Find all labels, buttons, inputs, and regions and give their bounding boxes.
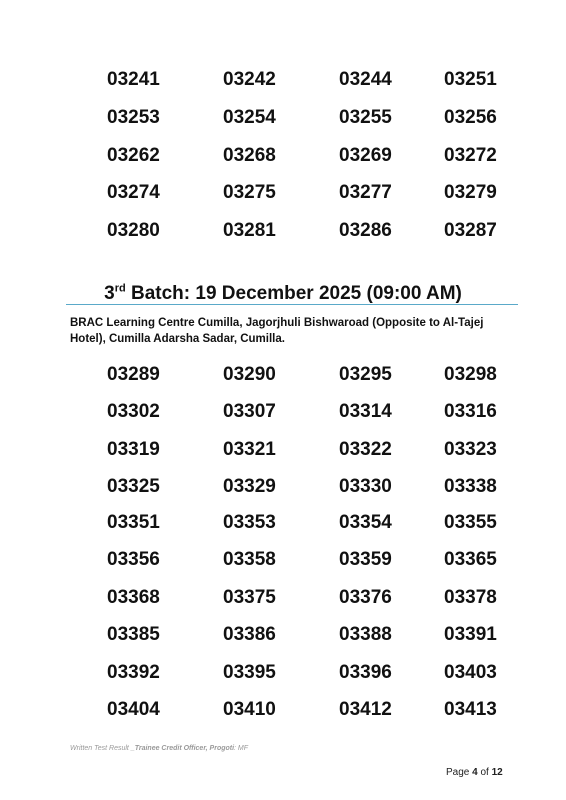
table-row — [0, 178, 566, 208]
roll-number: 03307 — [223, 401, 276, 422]
roll-number: 03290 — [223, 364, 276, 385]
page-current: 4 — [472, 767, 478, 778]
page-of: of — [477, 767, 492, 778]
table-row — [0, 65, 566, 95]
roll-number: 03413 — [444, 699, 497, 720]
table-row — [0, 545, 566, 575]
page-total: 12 — [491, 767, 503, 778]
table-row — [0, 360, 566, 390]
roll-number: 03244 — [339, 69, 392, 90]
roll-number: 03353 — [223, 512, 276, 533]
roll-number: 03410 — [223, 699, 276, 720]
page-number — [446, 767, 503, 778]
roll-number: 03412 — [339, 699, 392, 720]
roll-number: 03392 — [107, 662, 160, 683]
roll-number: 03256 — [444, 107, 497, 128]
roll-number: 03254 — [223, 107, 276, 128]
roll-number: 03355 — [444, 512, 497, 533]
footer-document-title — [70, 745, 248, 752]
batch-number: 3 — [104, 283, 115, 304]
table-row — [0, 472, 566, 502]
roll-number: 03396 — [339, 662, 392, 683]
roll-number: 03404 — [107, 699, 160, 720]
roll-number: 03241 — [107, 69, 160, 90]
footer-suffix: : MF — [234, 745, 249, 752]
roll-number: 03321 — [223, 439, 276, 460]
table-row — [0, 103, 566, 133]
roll-number: 03385 — [107, 624, 160, 645]
roll-number: 03262 — [107, 145, 160, 166]
roll-number: 03395 — [223, 662, 276, 683]
table-row — [0, 658, 566, 688]
roll-number: 03302 — [107, 401, 160, 422]
roll-number: 03274 — [107, 182, 160, 203]
roll-number: 03268 — [223, 145, 276, 166]
roll-number: 03298 — [444, 364, 497, 385]
roll-number: 03378 — [444, 587, 497, 608]
table-row — [0, 695, 566, 725]
roll-number: 03403 — [444, 662, 497, 683]
roll-number: 03286 — [339, 220, 392, 241]
footer-prefix: Written Test Result _ — [70, 745, 135, 752]
roll-number: 03322 — [339, 439, 392, 460]
roll-number: 03275 — [223, 182, 276, 203]
roll-number: 03356 — [107, 549, 160, 570]
roll-number: 03272 — [444, 145, 497, 166]
roll-number: 03314 — [339, 401, 392, 422]
roll-number: 03253 — [107, 107, 160, 128]
roll-number: 03280 — [107, 220, 160, 241]
roll-number: 03281 — [223, 220, 276, 241]
roll-number: 03323 — [444, 439, 497, 460]
roll-number: 03269 — [339, 145, 392, 166]
roll-number: 03338 — [444, 476, 497, 497]
table-row — [0, 620, 566, 650]
roll-number: 03289 — [107, 364, 160, 385]
roll-number: 03255 — [339, 107, 392, 128]
heading-divider — [66, 304, 518, 305]
roll-number: 03329 — [223, 476, 276, 497]
table-row — [0, 141, 566, 171]
roll-number: 03287 — [444, 220, 497, 241]
roll-number: 03351 — [107, 512, 160, 533]
page-label: Page — [446, 767, 473, 778]
table-row — [0, 508, 566, 538]
roll-number: 03365 — [444, 549, 497, 570]
roll-number: 03391 — [444, 624, 497, 645]
roll-number: 03386 — [223, 624, 276, 645]
roll-number: 03354 — [339, 512, 392, 533]
roll-number: 03368 — [107, 587, 160, 608]
roll-number: 03330 — [339, 476, 392, 497]
roll-number: 03279 — [444, 182, 497, 203]
roll-number: 03325 — [107, 476, 160, 497]
roll-number: 03375 — [223, 587, 276, 608]
batch-title: Batch: 19 December 2025 (09:00 AM) — [125, 283, 462, 304]
roll-number: 03277 — [339, 182, 392, 203]
roll-number: 03242 — [223, 69, 276, 90]
roll-number: 03388 — [339, 624, 392, 645]
table-row — [0, 397, 566, 427]
roll-number: 03316 — [444, 401, 497, 422]
roll-number: 03358 — [223, 549, 276, 570]
roll-number: 03376 — [339, 587, 392, 608]
roll-number: 03359 — [339, 549, 392, 570]
table-row — [0, 435, 566, 465]
roll-number: 03251 — [444, 69, 497, 90]
roll-number: 03319 — [107, 439, 160, 460]
footer-title: Trainee Credit Officer, Progoti — [134, 745, 235, 752]
table-row — [0, 216, 566, 246]
roll-number: 03295 — [339, 364, 392, 385]
table-row — [0, 583, 566, 613]
venue-address: BRAC Learning Centre Cumilla, Jagorjhuli Bishwaroad (Opposite to Al-Tajej Hotel), Cumilla Adarsha Sadar, Cumilla. — [70, 317, 484, 345]
batch-ordinal-suffix: rd — [114, 282, 126, 295]
